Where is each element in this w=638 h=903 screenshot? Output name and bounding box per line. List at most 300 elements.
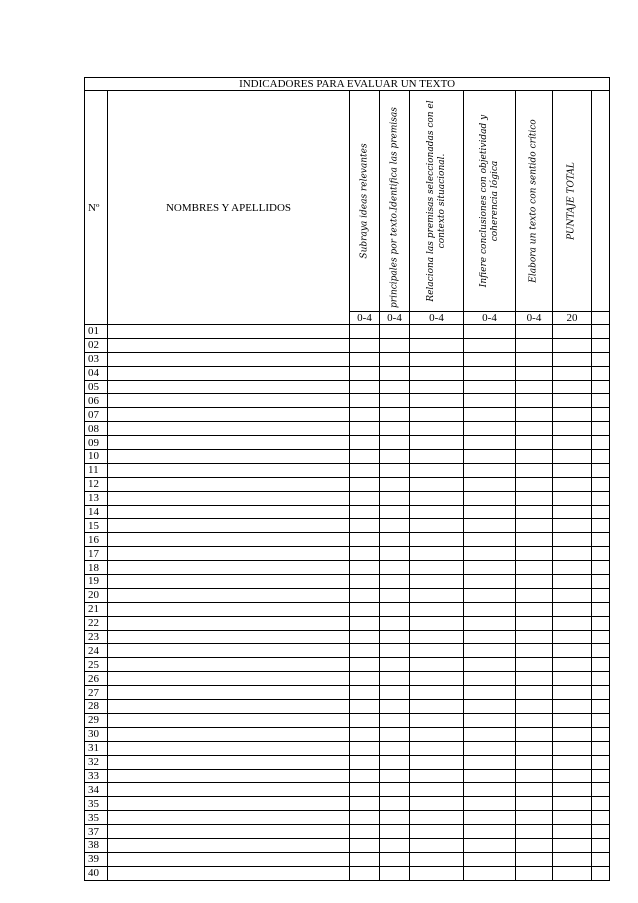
indicator-score-cell[interactable]: [380, 547, 410, 561]
total-header: [553, 91, 592, 312]
indicator-score-cell[interactable]: [516, 630, 553, 644]
table-row: [85, 686, 610, 700]
total-score-cell[interactable]: [553, 338, 592, 352]
row-number: 35: [85, 811, 108, 825]
student-name-cell[interactable]: [108, 825, 350, 839]
indicator-score-cell[interactable]: [410, 727, 464, 741]
indicator-score-cell[interactable]: [380, 852, 410, 866]
student-name-cell[interactable]: [108, 547, 350, 561]
total-score-cell[interactable]: [553, 838, 592, 852]
indicator-score-cell[interactable]: [380, 352, 410, 366]
indicator-score-cell[interactable]: [516, 547, 553, 561]
total-score-cell[interactable]: [553, 505, 592, 519]
indicator-score-cell[interactable]: [380, 713, 410, 727]
indicator-score-cell[interactable]: [516, 769, 553, 783]
indicator-score-cell[interactable]: [410, 700, 464, 714]
indicator-score-cell[interactable]: [380, 561, 410, 575]
total-score-cell[interactable]: [553, 491, 592, 505]
indicator-score-cell[interactable]: [410, 325, 464, 339]
indicator-score-cell[interactable]: [516, 394, 553, 408]
indicator-score-cell[interactable]: [350, 797, 380, 811]
student-name-cell[interactable]: [108, 769, 350, 783]
table-row: [85, 547, 610, 561]
indicator-score-cell[interactable]: [410, 463, 464, 477]
indicator-score-cell[interactable]: [516, 588, 553, 602]
student-name-cell[interactable]: [108, 588, 350, 602]
indicator-score-cell[interactable]: [516, 727, 553, 741]
table-row: [85, 408, 610, 422]
student-name-cell[interactable]: [108, 505, 350, 519]
indicator-score-cell[interactable]: [410, 713, 464, 727]
indicator-score-cell[interactable]: [410, 783, 464, 797]
indicator-score-cell[interactable]: [464, 561, 516, 575]
indicator-score-cell[interactable]: [410, 422, 464, 436]
blank-cell: [592, 561, 610, 575]
indicator-score-cell[interactable]: [350, 700, 380, 714]
row-number: 29: [85, 713, 108, 727]
indicator-score-cell[interactable]: [350, 616, 380, 630]
indicator-score-cell[interactable]: [516, 602, 553, 616]
indicator-score-cell[interactable]: [350, 658, 380, 672]
indicator-score-cell[interactable]: [350, 533, 380, 547]
indicator-score-cell[interactable]: [410, 866, 464, 880]
indicator-score-cell[interactable]: [464, 825, 516, 839]
indicator-score-cell[interactable]: [350, 769, 380, 783]
student-name-cell[interactable]: [108, 477, 350, 491]
total-score-cell[interactable]: [553, 463, 592, 477]
row-number: 05: [85, 380, 108, 394]
indicator-score-cell[interactable]: [350, 838, 380, 852]
indicator-score-cell[interactable]: [464, 755, 516, 769]
total-score-cell[interactable]: [553, 797, 592, 811]
indicator-score-cell[interactable]: [350, 686, 380, 700]
student-name-cell[interactable]: [108, 866, 350, 880]
indicator-score-cell[interactable]: [464, 727, 516, 741]
indicator-score-cell[interactable]: [380, 727, 410, 741]
indicator-score-cell[interactable]: [350, 366, 380, 380]
indicator-score-cell[interactable]: [464, 505, 516, 519]
total-score-cell[interactable]: [553, 783, 592, 797]
indicator-score-cell[interactable]: [464, 325, 516, 339]
student-name-cell[interactable]: [108, 394, 350, 408]
indicator-score-cell[interactable]: [410, 436, 464, 450]
indicator-score-cell[interactable]: [350, 422, 380, 436]
total-score-cell[interactable]: [553, 713, 592, 727]
indicator-score-cell[interactable]: [350, 325, 380, 339]
indicator-score-cell[interactable]: [350, 852, 380, 866]
indicator-score-cell[interactable]: [464, 852, 516, 866]
indicator-score-cell[interactable]: [516, 644, 553, 658]
total-score-cell[interactable]: [553, 630, 592, 644]
indicator-score-cell[interactable]: [410, 380, 464, 394]
indicator-score-cell[interactable]: [516, 575, 553, 589]
indicator-score-cell[interactable]: [516, 450, 553, 464]
indicator-score-cell[interactable]: [380, 463, 410, 477]
student-name-cell[interactable]: [108, 616, 350, 630]
indicator-score-cell[interactable]: [380, 866, 410, 880]
indicator-score-cell[interactable]: [410, 408, 464, 422]
indicator-score-cell[interactable]: [410, 491, 464, 505]
indicator-score-cell[interactable]: [516, 491, 553, 505]
student-name-cell[interactable]: [108, 491, 350, 505]
indicator-score-cell[interactable]: [380, 436, 410, 450]
indicator-score-cell[interactable]: [350, 394, 380, 408]
indicator-score-cell[interactable]: [516, 686, 553, 700]
indicator-score-cell[interactable]: [516, 700, 553, 714]
student-name-cell[interactable]: [108, 755, 350, 769]
indicator-score-cell[interactable]: [464, 741, 516, 755]
indicator-score-cell[interactable]: [464, 338, 516, 352]
indicator-score-cell[interactable]: [464, 644, 516, 658]
indicator-score-cell[interactable]: [350, 672, 380, 686]
indicator-score-cell[interactable]: [380, 769, 410, 783]
student-name-cell[interactable]: [108, 838, 350, 852]
indicator-score-cell[interactable]: [516, 505, 553, 519]
total-score-cell[interactable]: [553, 616, 592, 630]
indicator-score-cell[interactable]: [516, 325, 553, 339]
blank-cell: [592, 755, 610, 769]
total-score-cell[interactable]: [553, 380, 592, 394]
indicator-score-cell[interactable]: [380, 338, 410, 352]
indicator-score-cell[interactable]: [410, 575, 464, 589]
total-score-cell[interactable]: [553, 325, 592, 339]
student-name-cell[interactable]: [108, 797, 350, 811]
total-score-cell[interactable]: [553, 450, 592, 464]
indicator-score-cell[interactable]: [516, 366, 553, 380]
indicator-score-cell[interactable]: [350, 811, 380, 825]
indicator-score-cell[interactable]: [410, 755, 464, 769]
indicator-score-cell[interactable]: [350, 463, 380, 477]
indicator-score-cell[interactable]: [516, 713, 553, 727]
indicator-score-cell[interactable]: [380, 477, 410, 491]
indicator-score-cell[interactable]: [410, 769, 464, 783]
indicator-score-cell[interactable]: [350, 491, 380, 505]
row-number: 35: [85, 797, 108, 811]
indicator-score-cell[interactable]: [516, 811, 553, 825]
indicator-score-cell[interactable]: [380, 366, 410, 380]
indicator-score-cell[interactable]: [516, 825, 553, 839]
indicator-score-cell[interactable]: [350, 866, 380, 880]
indicator-score-cell[interactable]: [350, 741, 380, 755]
indicator-score-cell[interactable]: [410, 477, 464, 491]
indicator-score-cell[interactable]: [516, 783, 553, 797]
indicator-score-cell[interactable]: [350, 436, 380, 450]
total-score-cell[interactable]: [553, 588, 592, 602]
student-name-cell[interactable]: [108, 630, 350, 644]
total-score-cell[interactable]: [553, 852, 592, 866]
indicator-score-cell[interactable]: [410, 672, 464, 686]
indicator-score-cell[interactable]: [410, 533, 464, 547]
indicator-score-cell[interactable]: [410, 811, 464, 825]
indicator-score-cell[interactable]: [410, 505, 464, 519]
total-score-cell[interactable]: [553, 575, 592, 589]
indicator-score-cell[interactable]: [380, 825, 410, 839]
indicator-score-cell[interactable]: [380, 686, 410, 700]
indicator-score-cell[interactable]: [410, 450, 464, 464]
indicator-score-cell[interactable]: [516, 338, 553, 352]
indicator-score-cell[interactable]: [516, 422, 553, 436]
indicator-score-cell[interactable]: [464, 686, 516, 700]
indicator-score-cell[interactable]: [516, 463, 553, 477]
indicator-score-cell[interactable]: [350, 727, 380, 741]
indicator-score-cell[interactable]: [380, 380, 410, 394]
indicator-score-cell[interactable]: [410, 797, 464, 811]
indicator-score-cell[interactable]: [464, 408, 516, 422]
table-row: [85, 602, 610, 616]
indicator-score-cell[interactable]: [350, 588, 380, 602]
indicator-score-cell[interactable]: [464, 602, 516, 616]
indicator-score-cell[interactable]: [380, 783, 410, 797]
indicator-score-cell[interactable]: [380, 644, 410, 658]
student-name-cell[interactable]: [108, 575, 350, 589]
total-score-cell[interactable]: [553, 602, 592, 616]
student-name-cell[interactable]: [108, 422, 350, 436]
student-name-cell[interactable]: [108, 658, 350, 672]
indicator-score-cell[interactable]: [464, 811, 516, 825]
table-title: INDICADORES PARA EVALUAR UN TEXTO: [85, 78, 610, 91]
indicator-score-cell[interactable]: [350, 783, 380, 797]
indicator-score-cell[interactable]: [380, 616, 410, 630]
indicator-score-cell[interactable]: [464, 783, 516, 797]
blank-cell: [592, 463, 610, 477]
student-name-cell[interactable]: [108, 852, 350, 866]
indicator-score-cell[interactable]: [516, 797, 553, 811]
indicator-score-cell[interactable]: [380, 408, 410, 422]
indicator-score-cell[interactable]: [350, 519, 380, 533]
total-score-cell[interactable]: [553, 561, 592, 575]
student-name-cell[interactable]: [108, 463, 350, 477]
indicator-score-cell[interactable]: [380, 450, 410, 464]
total-score-cell[interactable]: [553, 769, 592, 783]
total-score-cell[interactable]: [553, 686, 592, 700]
indicator-score-cell[interactable]: [516, 436, 553, 450]
indicator-score-cell[interactable]: [350, 547, 380, 561]
student-name-cell[interactable]: [108, 686, 350, 700]
student-name-cell[interactable]: [108, 408, 350, 422]
indicator-score-cell[interactable]: [410, 644, 464, 658]
total-score-cell[interactable]: [553, 533, 592, 547]
student-name-cell[interactable]: [108, 519, 350, 533]
indicator-score-cell[interactable]: [380, 672, 410, 686]
indicator-score-cell[interactable]: [464, 450, 516, 464]
indicator-score-cell[interactable]: [464, 700, 516, 714]
total-score-cell[interactable]: [553, 477, 592, 491]
indicator-score-cell[interactable]: [380, 838, 410, 852]
indicator-score-cell[interactable]: [464, 672, 516, 686]
student-name-cell[interactable]: [108, 713, 350, 727]
student-name-cell[interactable]: [108, 338, 350, 352]
indicator-score-cell[interactable]: [350, 602, 380, 616]
indicator-score-cell[interactable]: [516, 519, 553, 533]
student-name-cell[interactable]: [108, 783, 350, 797]
indicator-score-cell[interactable]: [410, 561, 464, 575]
student-name-cell[interactable]: [108, 366, 350, 380]
indicator-score-cell[interactable]: [350, 825, 380, 839]
indicator-score-cell[interactable]: [410, 838, 464, 852]
indicator-score-cell[interactable]: [380, 505, 410, 519]
indicator-score-cell[interactable]: [380, 755, 410, 769]
indicator-score-cell[interactable]: [464, 866, 516, 880]
total-score-cell[interactable]: [553, 755, 592, 769]
indicator-score-cell[interactable]: [516, 658, 553, 672]
indicator-score-cell[interactable]: [380, 325, 410, 339]
indicator-score-cell[interactable]: [410, 588, 464, 602]
indicator-score-cell[interactable]: [464, 547, 516, 561]
indicator-score-cell[interactable]: [380, 422, 410, 436]
indicator-score-cell[interactable]: [464, 380, 516, 394]
student-name-cell[interactable]: [108, 727, 350, 741]
row-number: 30: [85, 727, 108, 741]
indicator-score-cell[interactable]: [516, 838, 553, 852]
indicator-score-cell[interactable]: [464, 366, 516, 380]
table-row: [85, 588, 610, 602]
total-score-cell[interactable]: [553, 394, 592, 408]
indicator-score-cell[interactable]: [410, 741, 464, 755]
indicator-score-cell[interactable]: [350, 408, 380, 422]
student-name-cell[interactable]: [108, 700, 350, 714]
table-row: [85, 644, 610, 658]
indicator-score-cell[interactable]: [410, 519, 464, 533]
indicator-score-cell[interactable]: [516, 616, 553, 630]
indicator-score-cell[interactable]: [464, 533, 516, 547]
indicator-score-cell[interactable]: [516, 561, 553, 575]
indicator-score-cell[interactable]: [380, 797, 410, 811]
indicator-score-cell[interactable]: [350, 561, 380, 575]
total-score-cell[interactable]: [553, 422, 592, 436]
indicator-score-cell[interactable]: [464, 838, 516, 852]
student-name-cell[interactable]: [108, 644, 350, 658]
indicator-score-cell[interactable]: [350, 575, 380, 589]
indicator-score-cell[interactable]: [380, 741, 410, 755]
total-score-cell[interactable]: [553, 658, 592, 672]
indicator-score-cell[interactable]: [410, 547, 464, 561]
indicator-score-cell[interactable]: [464, 519, 516, 533]
indicator-score-cell[interactable]: [464, 797, 516, 811]
indicator-score-cell[interactable]: [464, 463, 516, 477]
indicator-score-cell[interactable]: [516, 533, 553, 547]
indicator-score-cell[interactable]: [410, 602, 464, 616]
indicator-score-cell[interactable]: [464, 713, 516, 727]
total-score-cell[interactable]: [553, 547, 592, 561]
indicator-score-cell[interactable]: [410, 616, 464, 630]
indicator-score-cell[interactable]: [516, 755, 553, 769]
total-score-cell[interactable]: [553, 352, 592, 366]
indicator-score-cell[interactable]: [464, 658, 516, 672]
indicator-score-cell[interactable]: [350, 713, 380, 727]
indicator-score-cell[interactable]: [380, 602, 410, 616]
indicator-score-cell[interactable]: [516, 380, 553, 394]
student-name-cell[interactable]: [108, 450, 350, 464]
indicator-score-cell[interactable]: [380, 519, 410, 533]
indicator-score-cell[interactable]: [350, 477, 380, 491]
indicator-score-cell[interactable]: [410, 658, 464, 672]
indicator-score-cell[interactable]: [464, 575, 516, 589]
indicator-score-cell[interactable]: [516, 477, 553, 491]
total-score-cell[interactable]: [553, 866, 592, 880]
indicator-score-cell[interactable]: [350, 338, 380, 352]
total-score-cell[interactable]: [553, 825, 592, 839]
indicator-score-cell[interactable]: [464, 630, 516, 644]
total-score-cell[interactable]: [553, 644, 592, 658]
indicator-score-cell[interactable]: [464, 491, 516, 505]
indicator-score-cell[interactable]: [410, 825, 464, 839]
indicator-score-cell[interactable]: [464, 616, 516, 630]
student-name-cell[interactable]: [108, 325, 350, 339]
indicator-score-cell[interactable]: [380, 630, 410, 644]
indicator-score-cell[interactable]: [410, 338, 464, 352]
row-number: 38: [85, 838, 108, 852]
indicator-score-cell[interactable]: [516, 741, 553, 755]
indicator-score-cell[interactable]: [380, 658, 410, 672]
indicator-score-cell[interactable]: [350, 644, 380, 658]
indicator-score-cell[interactable]: [464, 588, 516, 602]
row-number: 33: [85, 769, 108, 783]
indicator-score-cell[interactable]: [516, 408, 553, 422]
total-score-cell[interactable]: [553, 408, 592, 422]
indicator-score-cell[interactable]: [464, 422, 516, 436]
indicator-label-1: Subraya ideas relevantes: [359, 143, 369, 259]
student-name-cell[interactable]: [108, 352, 350, 366]
total-score-cell[interactable]: [553, 366, 592, 380]
indicator-score-cell[interactable]: [464, 352, 516, 366]
indicator-score-cell[interactable]: [410, 366, 464, 380]
indicator-score-cell[interactable]: [350, 755, 380, 769]
indicator-score-cell[interactable]: [410, 852, 464, 866]
indicator-score-cell[interactable]: [464, 477, 516, 491]
indicator-score-cell[interactable]: [464, 769, 516, 783]
indicator-score-cell[interactable]: [350, 352, 380, 366]
indicator-score-cell[interactable]: [380, 575, 410, 589]
student-name-cell[interactable]: [108, 672, 350, 686]
total-score-cell[interactable]: [553, 519, 592, 533]
total-score-cell[interactable]: [553, 741, 592, 755]
indicator-score-cell[interactable]: [350, 380, 380, 394]
indicator-score-cell[interactable]: [464, 436, 516, 450]
indicator-score-cell[interactable]: [380, 588, 410, 602]
indicator-score-cell[interactable]: [350, 505, 380, 519]
total-score-cell[interactable]: [553, 727, 592, 741]
indicator-score-cell[interactable]: [464, 394, 516, 408]
indicator-score-cell[interactable]: [380, 394, 410, 408]
student-name-cell[interactable]: [108, 561, 350, 575]
indicator-score-cell[interactable]: [350, 450, 380, 464]
student-name-cell[interactable]: [108, 602, 350, 616]
indicator-score-cell[interactable]: [380, 811, 410, 825]
indicator-score-cell[interactable]: [380, 700, 410, 714]
indicator-score-cell[interactable]: [350, 630, 380, 644]
indicator-score-cell[interactable]: [410, 686, 464, 700]
total-score-cell[interactable]: [553, 811, 592, 825]
student-name-cell[interactable]: [108, 436, 350, 450]
indicator-score-cell[interactable]: [516, 852, 553, 866]
indicator-score-cell[interactable]: [516, 672, 553, 686]
indicator-score-cell[interactable]: [410, 394, 464, 408]
indicator-score-cell[interactable]: [380, 491, 410, 505]
indicator-score-cell[interactable]: [410, 352, 464, 366]
student-name-cell[interactable]: [108, 811, 350, 825]
total-score-cell[interactable]: [553, 700, 592, 714]
student-name-cell[interactable]: [108, 533, 350, 547]
indicator-score-cell[interactable]: [410, 630, 464, 644]
row-number: 12: [85, 477, 108, 491]
total-score-cell[interactable]: [553, 672, 592, 686]
total-score-cell[interactable]: [553, 436, 592, 450]
indicator-score-cell[interactable]: [516, 352, 553, 366]
student-name-cell[interactable]: [108, 741, 350, 755]
indicator-score-cell[interactable]: [380, 533, 410, 547]
indicator-score-cell[interactable]: [516, 866, 553, 880]
student-name-cell[interactable]: [108, 380, 350, 394]
